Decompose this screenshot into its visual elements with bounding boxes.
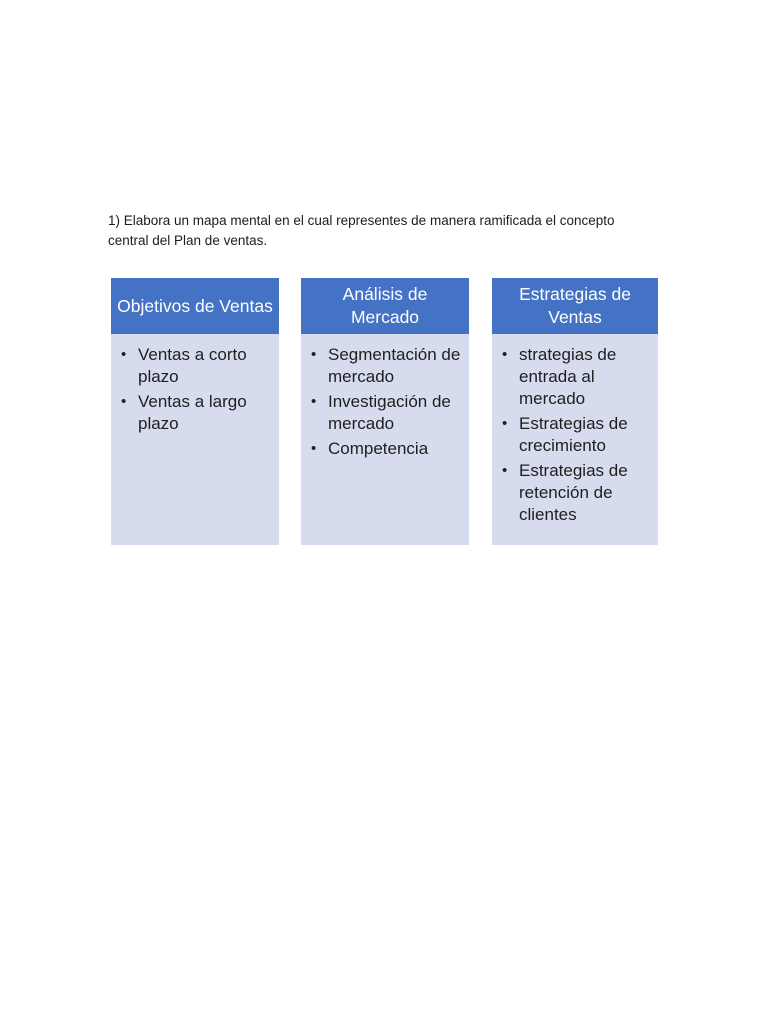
list-item: • Investigación de mercado (309, 391, 463, 435)
list-item: • Estrategias de retención de clientes (500, 460, 652, 526)
column-analisis (301, 278, 469, 545)
column-objetivos (111, 278, 279, 545)
instruction-text (108, 211, 668, 251)
column-list (111, 334, 279, 435)
list-item: • Ventas a corto plazo (119, 344, 273, 388)
column-header: Análisis de Mercado (301, 278, 469, 334)
list-item: • Segmentación de mercado (309, 344, 463, 388)
column-header: Estrategias de Ventas (492, 278, 658, 334)
list-item: • strategias de entrada al mercado (500, 344, 652, 410)
column-list (301, 334, 469, 460)
instruction-line-1: 1) Elabora un mapa mental en el cual representes de manera ramificada el concepto (108, 213, 615, 228)
column-list (492, 334, 658, 526)
list-item: • Ventas a largo plazo (119, 391, 273, 435)
list-item: • Estrategias de crecimiento (500, 413, 652, 457)
list-item: • Competencia (309, 438, 463, 460)
column-estrategias (492, 278, 658, 545)
mind-map (111, 278, 659, 545)
instruction-line-2: central del Plan de ventas. (108, 233, 268, 248)
column-header: Objetivos de Ventas (111, 278, 279, 334)
